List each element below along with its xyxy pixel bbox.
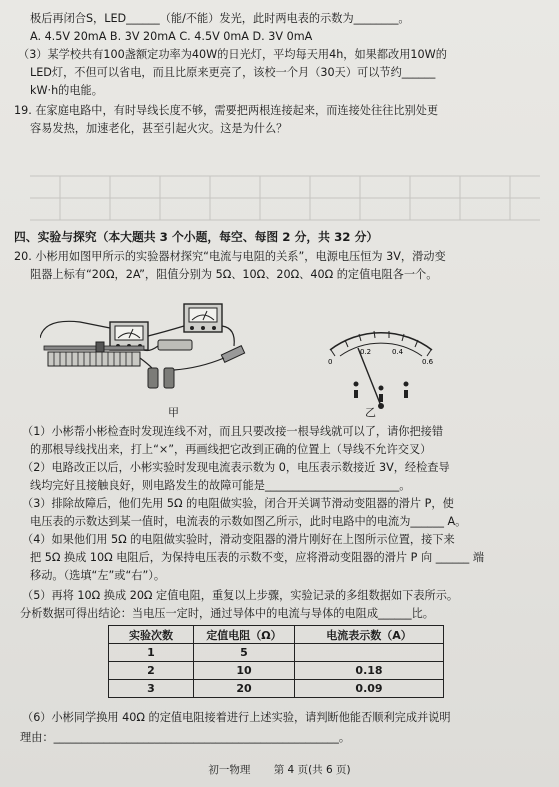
q18-options: A. 4.5V 20mA B. 3V 20mA C. 4.5V 0mA D. 3V 0mA: [30, 30, 313, 43]
q20-part3-line2: 电压表的示数达到某一值时，电流表的示数如图乙所示，此时电路中的电流为______ A。: [30, 515, 467, 528]
q20-stem-line1: 20. 小彬用如图甲所示的实验器材探究“电流与电阻的关系”，电源电压恒为 3V，滑动变: [14, 250, 446, 263]
figure-label-jia: 甲: [168, 406, 179, 419]
table-header: 电流表示数（A）: [295, 626, 444, 644]
page-footer: [0, 762, 559, 777]
q19-line-1: 19. 在家庭电路中，有时导线长度不够，需要把两根连接起来，而连接处往往比别处更: [14, 104, 439, 117]
q20-part1-line2: 的那根导线找出来，打上“×”，再画线把它改到正确的位置上（导线不允许交叉）: [30, 443, 432, 456]
dial-tick-0-4: 0.4: [392, 348, 404, 356]
table-header: 实验次数: [109, 626, 194, 644]
dial-tick-0: 0: [328, 358, 333, 366]
q20-part2-line2: 线均完好且接触良好，则电路发生的故障可能是________________________。: [30, 479, 411, 492]
q20-part6-line1: （6）小彬同学换用 40Ω 的定值电阻接着进行上述实验，请判断他能否顺利完成并说明: [22, 711, 451, 724]
q20-part4-line1: （4）如果他们用 5Ω 的电阻做实验时，滑动变阻器的滑片刚好在上图所示位置，接下来: [22, 533, 455, 546]
q20-stem-line2: 阻器上标有“20Ω，2A”，阻值分别为 5Ω、10Ω、20Ω、40Ω 的定值电阻各一个。: [30, 268, 438, 281]
dial-needle: [358, 348, 381, 406]
footer-page-number: 第 4 页(共 6 页): [273, 764, 351, 776]
circuit-diagram-jia: [40, 304, 245, 419]
table-row: [109, 680, 444, 698]
ammeter-dial-yi: [328, 331, 434, 419]
q20-part5-line1: （5）再将 10Ω 换成 20Ω 定值电阻，重复以上步骤，实验记录的多组数据如下表所示。: [22, 589, 459, 602]
figure-label-yi: 乙: [365, 406, 376, 419]
q18-part3-line3: kW·h的电能。: [30, 84, 103, 97]
q20-part4-line3: 移动。（选填“左”或“右”）。: [30, 569, 166, 582]
q20-part2-line1: （2）电路改正以后，小彬实验时发现电流表示数为 0，电压表示数接近 3V，经检查导: [22, 461, 450, 474]
bleed-through-grid: [0, 158, 559, 228]
footer-subject: 初一物理: [208, 764, 251, 776]
table-cell: 10: [194, 662, 295, 680]
q18-line-1: 极后再闭合S，LED______（能/不能）发光，此时两电表的示数为________。: [30, 12, 410, 25]
table-row: [109, 644, 444, 662]
table-cell: 20: [194, 680, 295, 698]
q20-part3-line1: （3）排除故障后，他们先用 5Ω 的电阻做实验，闭合开关调节滑动变阻器的滑片 P，使: [22, 497, 454, 510]
table-header-row: [109, 626, 444, 644]
q20-part1-line1: （1）小彬帮小彬检查时发现连线不对，而且只要改接一根导线就可以了，请你把接错: [22, 425, 444, 438]
table-cell: 1: [109, 644, 194, 662]
table-cell: 5: [194, 644, 295, 662]
table-row: [109, 662, 444, 680]
dial-tick-0-6: 0.6: [422, 358, 434, 366]
table-cell: 0.18: [295, 662, 444, 680]
q19-line-2: 容易发热，加速老化，甚至引起火灾。这是为什么？: [30, 122, 288, 135]
table-cell: 2: [109, 662, 194, 680]
q18-part3-line1: （3）某学校共有100盏额定功率为40W的日光灯，平均每天用4h，如果都改用10W的: [18, 48, 447, 61]
data-table: [108, 625, 444, 698]
table-cell: 0.09: [295, 680, 444, 698]
table-cell: 3: [109, 680, 194, 698]
table-header: 定值电阻（Ω）: [194, 626, 295, 644]
table-cell: [295, 644, 444, 662]
q20-part4-line2: 把 5Ω 换成 10Ω 电阻后，为保持电压表的示数不变，应将滑动变阻器的滑片 P 向 ______ 端: [30, 551, 485, 564]
dial-tick-0-2: 0.2: [360, 348, 372, 356]
section-4-title: 四、实验与探究（本大题共 3 个小题，每空、每图 2 分，共 32 分）: [14, 230, 379, 244]
experiment-figure: [40, 298, 510, 422]
q20-part6-line2: 理由：___________________________________________________。: [20, 731, 351, 744]
q20-part5-line2: 分析数据可得出结论：当电压一定时，通过导体中的电流与导体的电阻成______比。: [20, 607, 434, 620]
q18-part3-line2: LED灯，不但可以省电，而且比原来更亮了，该校一个月（30天）可以节约______: [30, 66, 436, 79]
